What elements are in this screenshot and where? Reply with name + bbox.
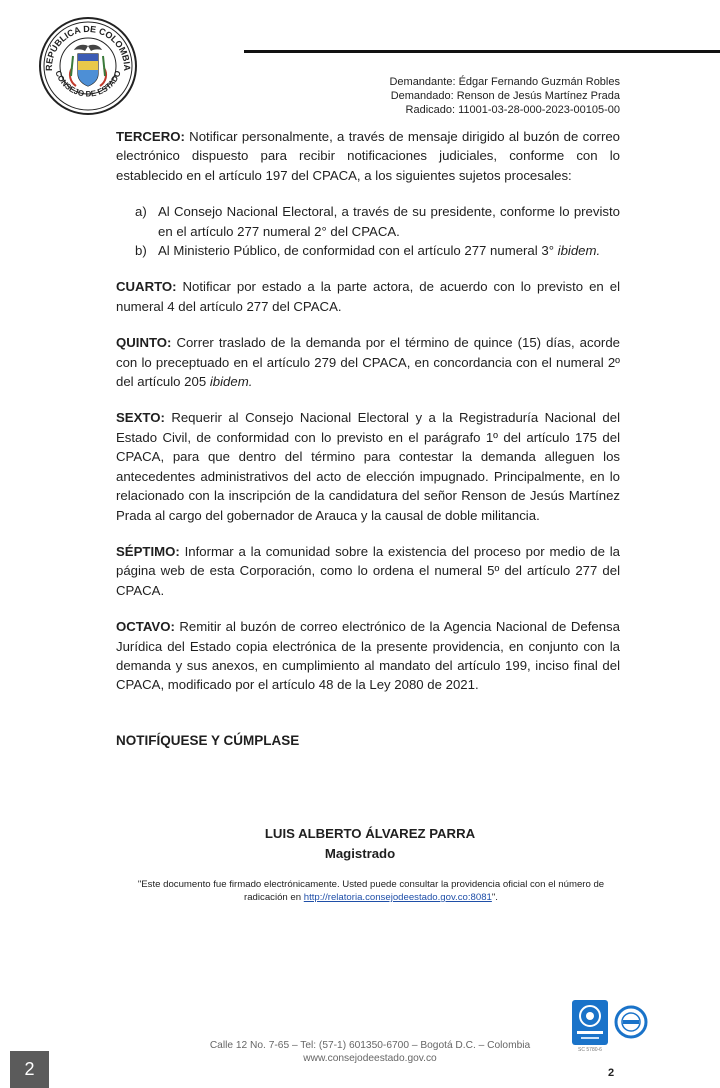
signature-block bbox=[0, 824, 720, 864]
paragraph-tercero bbox=[116, 127, 620, 185]
text-septimo: Informar a la comunidad sobre la existencia del proceso por medio de la página web de esta Corporación, como lo ordena el numeral 5º del artículo 277 del CPACA. bbox=[116, 543, 620, 598]
icontec-code: SC 5780-6 bbox=[578, 1047, 602, 1053]
notice-end: ". bbox=[491, 892, 498, 903]
ibidem-italic: ibidem. bbox=[209, 374, 253, 390]
list-marker: a) bbox=[135, 204, 147, 220]
iqnet-certification-icon bbox=[614, 1005, 648, 1039]
list-item bbox=[135, 202, 620, 241]
seal-text-top: REPÚBLICA DE COLOMBIA bbox=[43, 23, 133, 71]
page-number: 2 bbox=[608, 1067, 615, 1079]
paragraph-cuarto bbox=[116, 277, 620, 316]
demandante-line: Demandante: Édgar Fernando Guzmán Robles bbox=[389, 76, 620, 88]
paragraph-quinto bbox=[116, 333, 620, 391]
demandado-line: Demandado: Renson de Jesús Martínez Prada bbox=[390, 90, 620, 102]
text-quinto: Correr traslado de la demanda por el término de quince (15) días, acorde con lo preceptuado en el artículo 279 del CPACA, en concordancia con el numeral 2º del artículo 205 bbox=[116, 335, 620, 390]
signer-title: Magistrado bbox=[324, 846, 396, 861]
ibidem-italic: ibidem. bbox=[557, 243, 601, 259]
page-badge: 2 bbox=[10, 1051, 49, 1088]
footer-website: www.consejodeestado.gov.co bbox=[303, 1053, 437, 1064]
resolution-body bbox=[116, 127, 620, 750]
consejo-de-estado-seal bbox=[38, 16, 138, 116]
case-info bbox=[389, 75, 620, 117]
paragraph-septimo bbox=[116, 542, 620, 600]
list-item-text: Al Ministerio Público, de conformidad con el artículo 277 numeral 3° ibidem. bbox=[158, 243, 601, 259]
text-cuarto: Notificar por estado a la parte actora, de acuerdo con lo previsto en el numeral 4 del artículo 277 del CPACA. bbox=[116, 279, 620, 314]
header-rule bbox=[244, 50, 720, 53]
text-tercero: Notificar personalmente, a través de mensaje dirigido al buzón de correo electrónico dispuesto para recibir notificaciones judiciales, conforme con lo establecido en el artículo 197 del CPACA, a los siguientes sujetos procesales: bbox=[116, 129, 620, 183]
seal-text-bottom: CONSEJO DE ESTADO bbox=[53, 69, 123, 99]
label-octavo: OCTAVO: bbox=[116, 619, 175, 635]
tercero-list bbox=[116, 202, 620, 260]
notice-text: "Este documento fue firmado electrónicamente. Usted puede consultar la providencia oficial con el número de radicación en bbox=[137, 879, 605, 903]
label-septimo: SÉPTIMO: bbox=[116, 543, 180, 559]
list-marker: b) bbox=[135, 243, 147, 259]
text-octavo: Remitir al buzón de correo electrónico de la Agencia Nacional de Defensa Jurídica del Estado copia electrónica de la presente providencia, en conjunto con la demanda y sus anexos, en cumplimiento al mandato del artículo 199, inciso final del CPACA, modificado por el artículo 48 de la Ley 2080 de 2021. bbox=[116, 619, 620, 693]
electronic-signature-notice bbox=[116, 878, 626, 904]
closing-formula: NOTIFÍQUESE Y CÚMPLASE bbox=[116, 732, 300, 748]
text-sexto: Requerir al Consejo Nacional Electoral y a la Registraduría Nacional del Estado Civil, de conformidad con lo previsto en el parágrafo 1º del artículo 175 del CPACA, para que dentro del término para contestar la demanda alleguen los antecedentes administrativos del acto de elección impugnado. Principalmente, en lo relacionado con la inscripción de la candidatura del señor Renson de Jesús Martínez Prada al cargo del gobernador de Arauca y la causal de doble militancia. bbox=[116, 410, 620, 523]
label-sexto: SEXTO: bbox=[116, 410, 165, 426]
page-footer bbox=[160, 1039, 580, 1065]
list-item-text: Al Consejo Nacional Electoral, a través de su presidente, conforme lo previsto en el artículo 277 numeral 2° del CPACA. bbox=[158, 204, 620, 239]
paragraph-sexto bbox=[116, 408, 620, 524]
coat-of-arms-icon bbox=[70, 45, 106, 86]
footer-address: Calle 12 No. 7-65 – Tel: (57-1) 601350-6700 – Bogotá D.C. – Colombia bbox=[209, 1040, 531, 1051]
paragraph-octavo bbox=[116, 617, 620, 695]
relatoria-link[interactable]: http://relatoria.consejodeestado.gov.co:8081 bbox=[303, 892, 492, 903]
label-cuarto: CUARTO: bbox=[116, 279, 177, 295]
list-item bbox=[135, 241, 620, 260]
signer-name: LUIS ALBERTO ÁLVAREZ PARRA bbox=[264, 826, 476, 841]
label-tercero: TERCERO: bbox=[116, 129, 185, 144]
radicado-line: Radicado: 11001-03-28-000-2023-00105-00 bbox=[405, 104, 620, 116]
label-quinto: QUINTO: bbox=[116, 335, 172, 351]
